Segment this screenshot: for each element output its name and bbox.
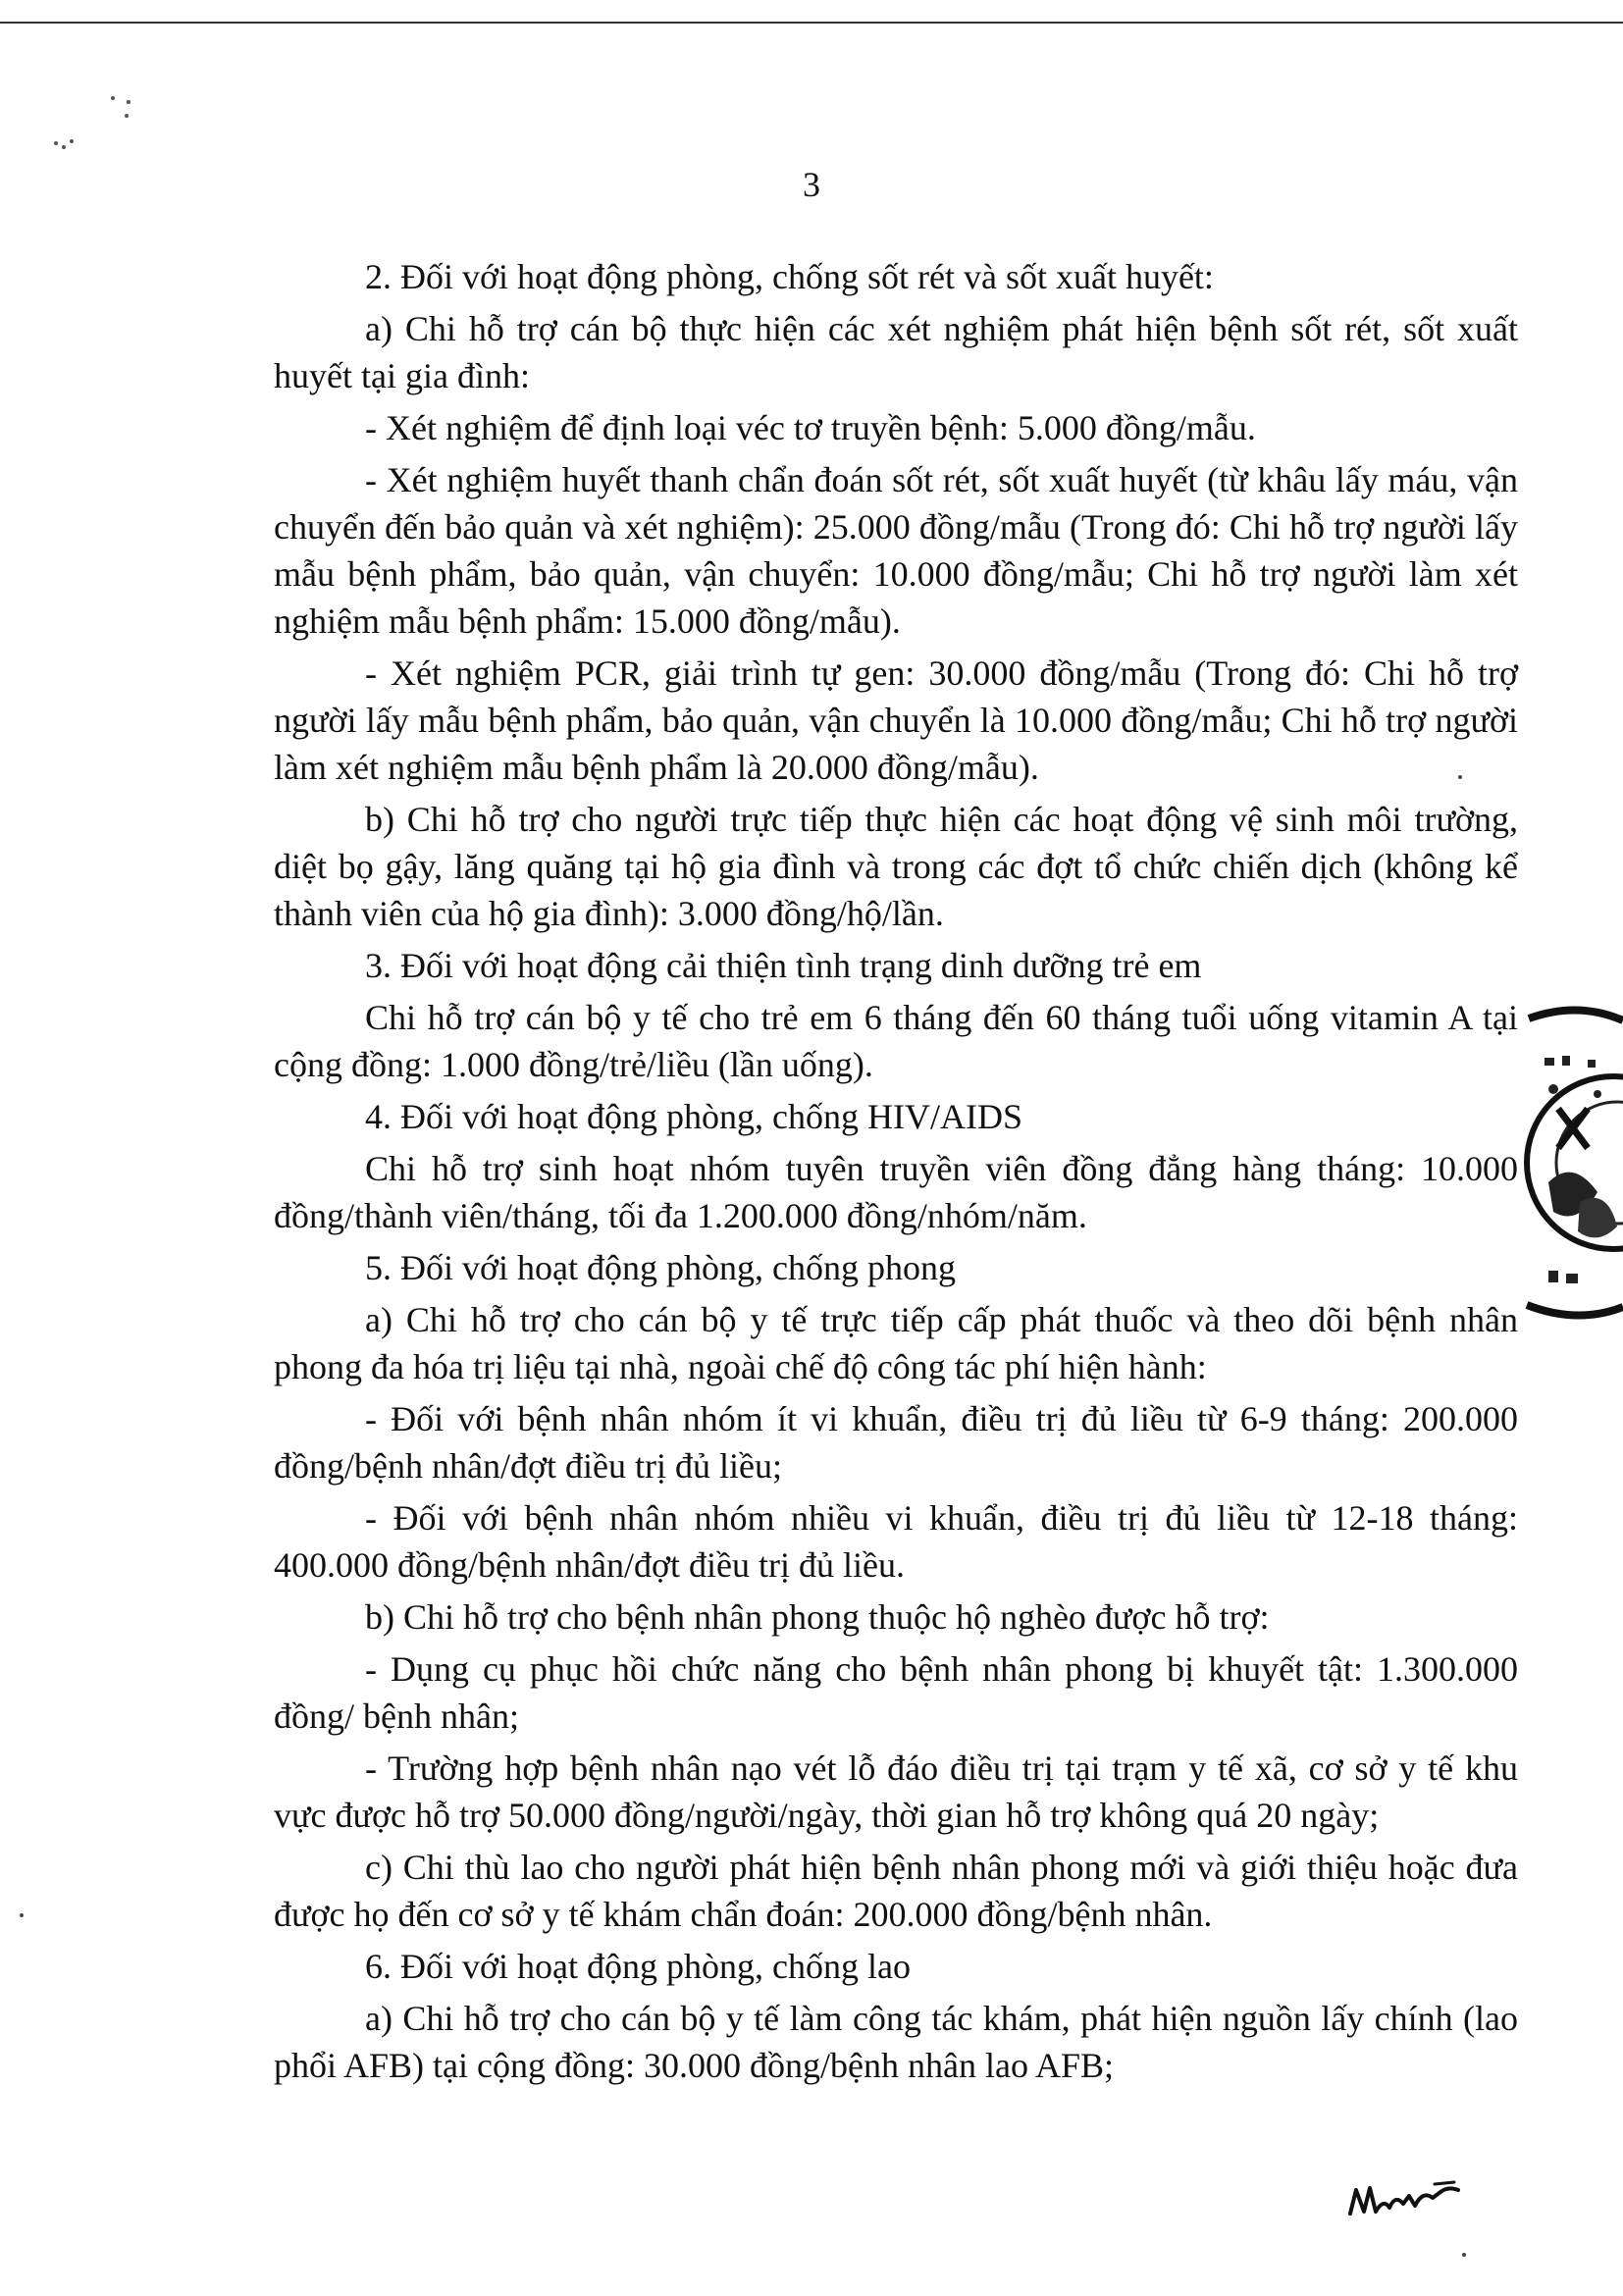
paragraph-peer-educators: Chi hỗ trợ sinh hoạt nhóm tuyên truyền viên đồng đẳng hàng tháng: 10.000 đồng/thành viên/tháng, tối đa 1.200.000 đồng/nhóm/năm. [274, 1149, 1518, 1235]
scan-specks-icon [44, 88, 132, 157]
official-stamp-icon [1519, 1001, 1623, 1325]
top-border-line [0, 22, 1623, 24]
paragraph-poor-household-support: b) Chi hỗ trợ cho bệnh nhân phong thuộc hộ nghèo được hỗ trợ: [365, 1597, 1270, 1637]
paragraph-leprosy-drug-distribution: a) Chi hỗ trợ cho cán bộ y tế trực tiếp cấp phát thuốc và theo dõi bệnh nhân phong đa hóa trị liệu tại nhà, ngoài chế độ công tác phí hiện hành: [274, 1300, 1518, 1386]
paragraph-vector-test: - Xét nghiệm để định loại véc tơ truyền bệnh: 5.000 đồng/mẫu. [365, 408, 1256, 447]
section-heading-leprosy: 5. Đối với hoạt động phòng, chống phong [365, 1248, 956, 1287]
paragraph-case-finder-reward: c) Chi thù lao cho người phát hiện bệnh nhân phong mới và giới thiệu hoặc đưa được họ đến cơ sở y tế khám chẩn đoán: 200.000 đồng/bệnh nhân. [274, 1848, 1518, 1934]
signature-mark-icon [1346, 2168, 1464, 2227]
scan-dot [1458, 775, 1462, 779]
paragraph-vitamin-a: Chi hỗ trợ cán bộ y tế cho trẻ em 6 tháng đến 60 tháng tuổi uống vitamin A tại cộng đồng: 1.000 đồng/trẻ/liều (lần uống). [274, 998, 1518, 1084]
paragraph-paucibacillary: - Đối với bệnh nhân nhóm ít vi khuẩn, điều trị đủ liều từ 6-9 tháng: 200.000 đồng/bệnh nhân/đợt điều trị đủ liều; [274, 1399, 1518, 1486]
paragraph-pcr-test: - Xét nghiệm PCR, giải trình tự gen: 30.000 đồng/mẫu (Trong đó: Chi hỗ trợ người lấy mẫu bệnh phẩm, bảo quản, vận chuyển là 10.000 đồng/mẫu; Chi hỗ trợ người làm xét nghiệm mẫu bệnh phẩm là 20.000 đồng/mẫu). [274, 653, 1518, 787]
paragraph-sanitation: b) Chi hỗ trợ cho người trực tiếp thực hiện các hoạt động vệ sinh môi trường, diệt bọ gậy, lăng quăng tại hộ gia đình và trong các đợt tổ chức chiến dịch (không kể thành viên của hộ gia đình): 3.000 đồng/hộ/lần. [274, 800, 1518, 933]
paragraph-serology-test: - Xét nghiệm huyết thanh chẩn đoán sốt rét, sốt xuất huyết (từ khâu lấy máu, vận chuyển đến bảo quản và xét nghiệm): 25.000 đồng/mẫu (Trong đó: Chi hỗ trợ người lấy mẫu bệnh phẩm, bảo quản, vận chuyển: 10.000 đồng/mẫu; Chi hỗ trợ người làm xét nghiệm mẫu bệnh phẩm: 15.000 đồng/mẫu). [274, 460, 1518, 641]
section-heading-nutrition: 3. Đối với hoạt động cải thiện tình trạng dinh dưỡng trẻ em [365, 946, 1202, 985]
section-heading-malaria-dengue: 2. Đối với hoạt động phòng, chống sốt rét và sốt xuất huyết: [365, 257, 1214, 296]
scan-dot [20, 1913, 24, 1917]
scan-dot [1462, 2253, 1466, 2257]
document-body [274, 253, 1518, 2094]
section-heading-tuberculosis: 6. Đối với hoạt động phòng, chống lao [365, 1947, 911, 1986]
paragraph-ulcer-treatment: - Trường hợp bệnh nhân nạo vét lỗ đáo điều trị tại trạm y tế xã, cơ sở y tế khu vực được hỗ trợ 50.000 đồng/người/ngày, thời gian hỗ trợ không quá 20 ngày; [274, 1748, 1518, 1835]
paragraph-malaria-tests: a) Chi hỗ trợ cán bộ thực hiện các xét nghiệm phát hiện bệnh sốt rét, sốt xuất huyết tại gia đình: [274, 309, 1518, 395]
paragraph-rehabilitation-tools: - Dụng cụ phục hồi chức năng cho bệnh nhân phong bị khuyết tật: 1.300.000 đồng/ bệnh nhân; [274, 1649, 1518, 1736]
paragraph-multibacillary: - Đối với bệnh nhân nhóm nhiều vi khuẩn, điều trị đủ liều từ 12-18 tháng: 400.000 đồng/bệnh nhân/đợt điều trị đủ liều. [274, 1498, 1518, 1585]
page-number: 3 [803, 165, 820, 204]
paragraph-tb-screening: a) Chi hỗ trợ cho cán bộ y tế làm công tác khám, phát hiện nguồn lấy chính (lao phổi AFB) tại cộng đồng: 30.000 đồng/bệnh nhân lao AFB; [274, 1999, 1518, 2085]
section-heading-hiv-aids: 4. Đối với hoạt động phòng, chống HIV/AIDS [365, 1097, 1022, 1136]
